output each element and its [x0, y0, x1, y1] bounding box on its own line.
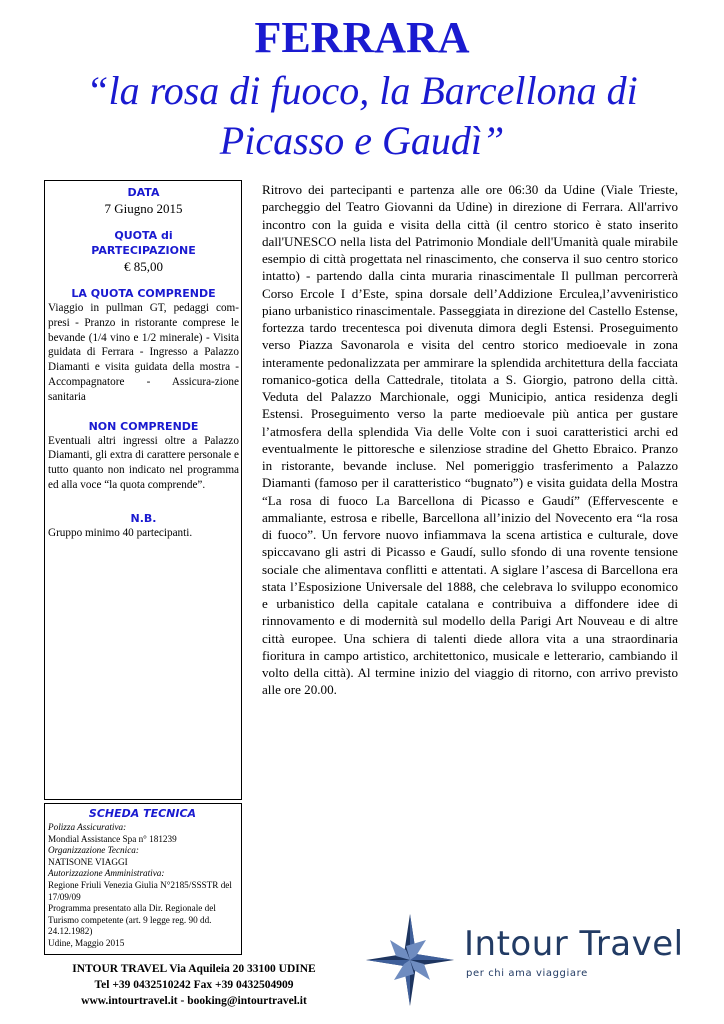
- nb-label: N.B.: [130, 511, 157, 525]
- org-label: Organizzazione Tecnica:: [48, 845, 139, 856]
- org-value: NATISONE VIAGGI: [48, 856, 128, 867]
- polizza-value: Mondial Assistance Spa n° 181239: [48, 833, 177, 844]
- comprende-label: LA QUOTA COMPRENDE: [71, 287, 216, 300]
- polizza-label: Polizza Assicurativa:: [48, 822, 127, 832]
- intour-travel-logo: [360, 912, 684, 1008]
- comprende-text: Viaggio in pullman GT, pedaggi com-presi - Pranzo in ristorante comprese le bevande (1/4 vino e 1/2 minerale) - Visita guidata di Ferrara - Ingresso a Palazzo Diamanti e visita guidata della mostra - Accompagnatore - Assicura-zione sanitaria: [48, 302, 239, 403]
- program-text: Ritrovo dei partecipanti e partenza alle ore 06:30 da Udine (Viale Trieste, parcheggio del Teatro Giovanni da Udine) in direzione di Ferrara. All'arrivo incontro con la guida e visita della città (il centro storico è stato inserito dall'UNESCO nella lista del Patrimonio Mondiale dell'Umanità quale mirabile esempio di città progettata nel rinascimento, che conserva il suo centro storico intatto) - partendo dalla cinta muraria rinascimentale Il pullman percorrerà Corso Ercole I d’Este, spina dorsale dell’Addizione Erculea,l’avveniristico piano urbanistico rinascimentale. Passeggiata in direzione del Castello Estense, fortezza tardo trecentesca poi divenuta dimora degli Estensi. Proseguimento verso Piazza Savonarola e visita del centro storico medioevale in zona interamente pedonalizzata per ammirare la splendida architettura della facciata romanico-gotica della Cattedrale, titolata a S. Giorgio, patrono della città. Veduta del Palazzo Marchionale, oggi Municipio, antica residenza degli Estensi. Proseguimento verso la parte medioevale più antica per gustare l’atmosfera della splendida Via delle Volte con i suoi caratteristici archi ed eventualmente le pittoresche e silenziose stradine del Ghetto Ebraico. Pranzo in ristorante, bevande incluse. Nel pomeriggio trasferimento a Palazzo Diamanti (famoso per il caratteristico “bugnato”) e visita guidata della Mostra “La rosa di fuoco La Barcellona di Picasso e Gaudí” (Effervescente e ammaliante, estrosa e ribelle, Barcellona all’inizio del Novecento era “la rosa di fuoco”. Un fervore nuovo infiammava la scena artistica e culturale, dove spiccavano gli astri di Picasso e Gaudí, sullo sfondo di una rovente tensione sociale che alimentava conflitti e attentati. A siglare l’ascesa di Barcellona era stata l’Esposizione Universale del 1888, che celebrava lo sviluppo economico e urbanistico della capitale catalana e contribuiva a diffondere idee di rinnovamento e di modernità sul modello della Parigi Art Nouveau e di altre città europee. Una schiera di talenti diede allora vita a una straordinaria fioritura in campo artistico, architettonico, musicale e letterario, cambiando il volto della città). Al termine inizio del viaggio di ritorno, con arrivo previsto alle ore 20.00.: [262, 182, 678, 698]
- footer-contacts: [44, 961, 344, 1009]
- logo-tagline: per chi ama viaggiare: [466, 968, 588, 979]
- page-title: FERRARA: [254, 13, 470, 62]
- aut-value: Regione Friuli Venezia Giulia N°2185/SSSTR del 17/09/09: [48, 879, 232, 902]
- non-comprende-label: NON COMPRENDE: [88, 419, 199, 433]
- scheda-tecnica-box: [44, 803, 242, 955]
- page-subtitle: “la rosa di fuoco, la Barcellona di Picasso e Gaudì”: [86, 68, 638, 163]
- quota-label: QUOTA di PARTECIPAZIONE: [91, 229, 196, 257]
- data-value: 7 Giugno 2015: [104, 201, 183, 216]
- quota-value: € 85,00: [124, 259, 163, 274]
- info-sidebar: [44, 180, 242, 800]
- scheda-title: SCHEDA TECNICA: [88, 807, 197, 820]
- data-label: DATA: [127, 186, 160, 199]
- footer-web: www.intourtravel.it - booking@intourtravel.it: [81, 995, 307, 1007]
- footer-address: INTOUR TRAVEL Via Aquileia 20 33100 UDINE: [72, 963, 316, 975]
- place-date: Udine, Maggio 2015: [48, 937, 125, 948]
- compass-star-icon: [360, 912, 460, 1008]
- non-comprende-text: Eventuali altri ingressi oltre a Palazzo Diamanti, gli extra di carattere personale e tutto quanto non indicato nel programma ed alla voce “la quota comprende”.: [48, 434, 239, 491]
- footer-phone: Tel +39 0432510242 Fax +39 0432504909: [94, 979, 294, 991]
- aut-label: Autorizzazione Amministrativa:: [48, 868, 165, 879]
- nb-text: Gruppo minimo 40 partecipanti.: [48, 526, 193, 539]
- programma-note: Programma presentato alla Dir. Regionale del Turismo competente (art. 9 legge reg. 90 dd. 24.12.1982): [48, 903, 216, 937]
- logo-brand: Intour Travel: [464, 924, 684, 964]
